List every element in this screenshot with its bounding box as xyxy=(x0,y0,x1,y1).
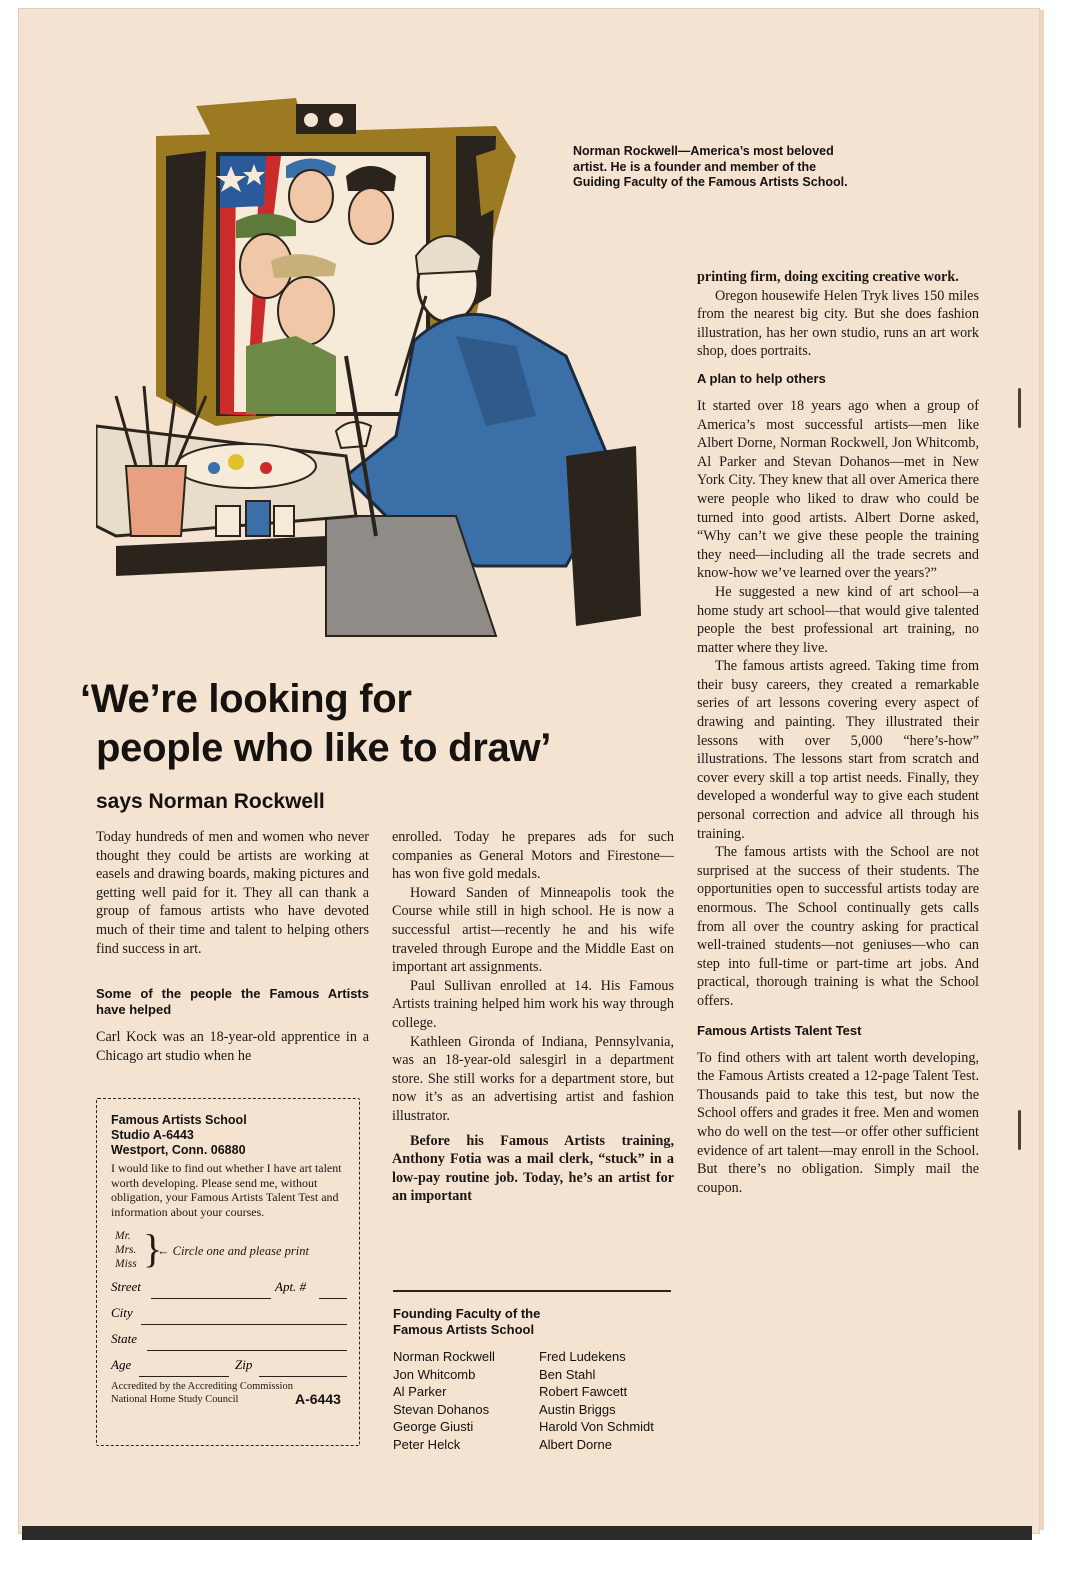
illustration-caption: Norman Rockwell—America’s most beloved artist. He is a founder and member of the Guiding Faculty of the Famous Artists School. xyxy=(573,144,848,189)
col2-paragraph-5: Before his Famous Artists training, Anthony Fotia was a mail clerk, “stuck” in a low-pay routine job. Today, he’s an artist for an important xyxy=(392,1132,674,1205)
coupon-body: I would like to find out whether I have art talent worth developing. Please send me, without obligation, your Famous Artists Talent Test and information about your courses. xyxy=(111,1161,342,1219)
col2-paragraph-1: enrolled. Today he prepares ads for such companies as General Motors and Firestone—has won five gold medals. xyxy=(392,829,674,883)
staple-bottom xyxy=(1018,1110,1021,1150)
rockwell-painting-illustration xyxy=(96,96,656,656)
faculty-name: Ben Stahl xyxy=(539,1366,596,1382)
byline: says Norman Rockwell xyxy=(96,790,325,813)
salutation-brace: } xyxy=(143,1226,163,1271)
subhead-people-helped: Some of the people the Famous Artists have helped xyxy=(96,986,369,1018)
state-field[interactable] xyxy=(111,1331,351,1357)
salutation-options[interactable]: Mr. Mrs. Miss xyxy=(115,1230,137,1270)
state-label: State xyxy=(111,1331,137,1346)
intro-paragraph: Today hundreds of men and women who never thought they could be artists are working at easels and drawing boards, making pictures and getting well paid for it. They all can thank a group of famous artists who have devoted much of their time and talent to helping others find success in art. xyxy=(96,829,369,957)
staple-top xyxy=(1018,388,1021,428)
headline-line-2: people who like to draw’ xyxy=(96,726,552,770)
col3-paragraph-6: The famous artists with the School are not surprised at the success of their students. The opportunities open to successful artists today are enormous. The School continually gets calls from all over the country asking for practical well-trained students—not geniuses—who can step into full-time or part-time art jobs. And practical, thorough training is what the School offers. xyxy=(697,844,979,1009)
faculty-name: Fred Ludekens xyxy=(539,1349,626,1364)
faculty-divider xyxy=(393,1290,671,1292)
col2-paragraph-3: Paul Sullivan enrolled at 14. His Famous Artists training helped him work his way through college. xyxy=(392,977,674,1031)
street-field[interactable] xyxy=(111,1279,351,1305)
col2-paragraph-2: Howard Sanden of Minneapolis took the Course while still in high school. He is now a successful artist—recently he and his wife traveled through Europe and the Middle East on important art assignments. xyxy=(392,884,674,976)
col3-paragraph-4: He suggested a new kind of art school—a home study art school—that would give talented people the best professional art training, no matter where they live. xyxy=(697,583,979,656)
zip-label: Zip xyxy=(235,1357,253,1372)
faculty-name: George Giusti xyxy=(393,1419,474,1434)
col3-paragraph-7: To find others with art talent worth developing, the Famous Artists created a 12-page Talent Test. Thousands paid to take this test, but now the School offers and grades it free. Men and women who do well on the test—or offer other sufficient evidence of art talent—may enroll in the School. But there’s no obligation. Simply mail the coupon. xyxy=(697,1049,979,1196)
coupon-code: A-6443 xyxy=(295,1391,341,1407)
city-label: City xyxy=(111,1305,133,1320)
subhead-plan: A plan to help others xyxy=(697,370,826,386)
coupon-school-name: Famous Artists School xyxy=(111,1113,247,1127)
faculty-name: Al Parker xyxy=(393,1384,447,1399)
faculty-name: Robert Fawcett xyxy=(539,1384,628,1399)
col2-paragraph-4: Kathleen Gironda of Indiana, Pennsylvania, was an 18-year-old salesgirl in a department store. She still works for a department store, but now it’s as an advertising artist and fashion illustrator. xyxy=(392,1033,674,1124)
column-3 xyxy=(697,268,979,1197)
canvas-painting xyxy=(216,154,428,416)
city-field[interactable] xyxy=(111,1305,351,1331)
mail-coupon[interactable] xyxy=(96,1098,360,1446)
page-edge xyxy=(1040,10,1044,1530)
faculty-name: Norman Rockwell xyxy=(393,1349,495,1364)
street-label: Street xyxy=(111,1279,141,1294)
subhead-talent-test: Famous Artists Talent Test xyxy=(697,1022,862,1038)
column-1 xyxy=(96,828,369,1065)
col3-paragraph-3: It started over 18 years ago when a group of America’s most successful artists—men like Albert Dorne, Norman Rockwell, Jon Whitcomb, Al Parker and Stevan Dohanos—met in New York City. They knew that all over America there were people who liked to draw who could be turned into good artists. Albert Dorne asked, “Why can’t we give these people the training they need—including all the trade secrets and know-how we’ve learned over the years?” xyxy=(697,397,979,582)
faculty-name: Peter Helck xyxy=(393,1436,461,1452)
faculty-name: Jon Whitcomb xyxy=(393,1366,476,1382)
age-zip-field[interactable] xyxy=(111,1357,351,1383)
col3-paragraph-1: printing firm, doing exciting creative work. xyxy=(697,269,959,285)
faculty-name: Stevan Dohanos xyxy=(393,1401,490,1417)
faculty-name: Albert Dorne xyxy=(539,1436,612,1452)
faculty-name: Harold Von Schmidt xyxy=(539,1419,654,1434)
accreditation-note: Accredited by the Accrediting Commission National Home Study Council xyxy=(111,1381,293,1405)
age-label: Age xyxy=(111,1357,132,1372)
circle-instruction: ← Circle one and please print xyxy=(157,1244,309,1258)
founding-faculty xyxy=(393,1306,683,1453)
faculty-name: Austin Briggs xyxy=(539,1401,616,1417)
faculty-right-column xyxy=(539,1348,679,1453)
col3-paragraph-2: Oregon housewife Helen Tryk lives 150 miles from the nearest big city. But she does fashion illustration, has her own studio, runs an art work shop, does portraits. xyxy=(697,287,979,360)
coupon-address: Westport, Conn. 06880 xyxy=(111,1143,246,1157)
carl-kock-paragraph: Carl Kock was an 18-year-old apprentice in a Chicago art studio when he xyxy=(96,1029,369,1064)
faculty-left-column xyxy=(393,1348,539,1453)
apt-label: Apt. # xyxy=(275,1279,307,1294)
coupon-studio: Studio A-6443 xyxy=(111,1128,194,1142)
faculty-title: Founding Faculty of the Famous Artists School xyxy=(393,1306,541,1337)
col3-paragraph-5: The famous artists agreed. Taking time from their busy careers, they created a remarkable series of art lessons covering every aspect of drawing and painting. They illustrated their lessons with over 5,000 “here’s-how” illustrations. The lessons start from scratch and cover every skill a top artist needs. Finally, they developed a wonderful way to give each student personal correction and advice all through his training. xyxy=(697,658,979,842)
column-2 xyxy=(392,828,674,1206)
back-cover-edge xyxy=(22,1526,1032,1540)
headline-line-1: ‘We’re looking for xyxy=(80,677,412,721)
